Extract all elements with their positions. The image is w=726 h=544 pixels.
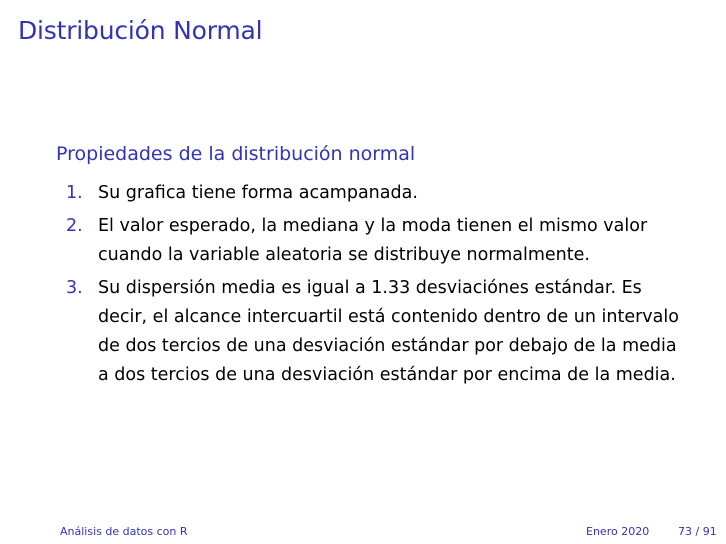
- list-item-number: 1.: [66, 183, 83, 203]
- list-item-text: El valor esperado, la mediana y la moda tienen el mismo valor: [98, 216, 648, 236]
- page-number: 73 / 91: [678, 525, 717, 538]
- list-item-text: Su grafica tiene forma acampanada.: [98, 183, 418, 203]
- list-item-text: cuando la variable aleatoria se distribuye normalmente.: [98, 245, 590, 265]
- enumerated-list: [66, 179, 706, 394]
- list-item-text: Su dispersión media es igual a 1.33 desviaciónes estándar. Es: [98, 278, 642, 298]
- list-item-text: a dos tercios de una desviación estándar por encima de la media.: [98, 365, 676, 385]
- block-title: Propiedades de la distribución normal: [56, 143, 416, 165]
- slide-title: Distribución Normal: [18, 16, 263, 45]
- list-item: [66, 179, 706, 208]
- footer-date: Enero 2020: [586, 525, 650, 538]
- list-item: [66, 212, 706, 270]
- list-item-number: 3.: [66, 278, 83, 298]
- footer-title: Análisis de datos con R: [60, 525, 188, 538]
- list-item: [66, 274, 706, 390]
- list-item-number: 2.: [66, 216, 83, 236]
- list-item-text: de dos tercios de una desviación estándar por debajo de la media: [98, 336, 677, 356]
- list-item-text: decir, el alcance intercuartil está contenido dentro de un intervalo: [98, 307, 679, 327]
